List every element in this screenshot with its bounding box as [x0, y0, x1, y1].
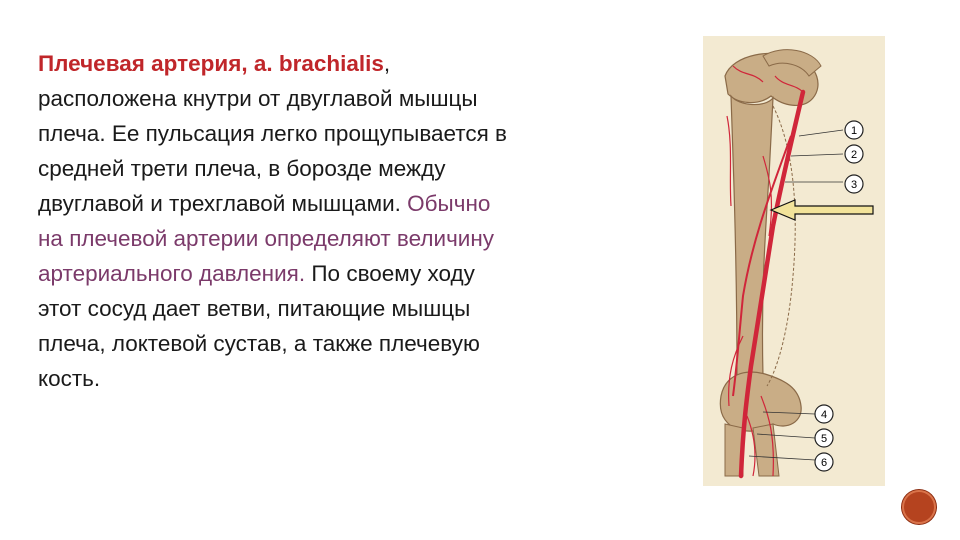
text-accent: Обычно — [407, 191, 491, 216]
callout-4 — [815, 405, 833, 423]
text-line-9: плеча, локтевой сустав, а также плечевую — [38, 331, 480, 356]
callout-4-label: 4 — [820, 409, 828, 421]
text-normal: двуглавой и трехглавой мышцами. — [38, 191, 408, 216]
distal-humerus — [720, 372, 801, 431]
callout-3 — [845, 175, 863, 193]
callout-5 — [815, 429, 833, 447]
text-line-8: этот сосуд дает ветви, питающие мышцы — [38, 296, 471, 321]
slide-title: Плечевая артерия, a. brachialis — [38, 51, 384, 76]
brachial-artery-illustration — [703, 36, 885, 486]
title-comma: , — [383, 51, 391, 76]
text-line-1 — [38, 46, 678, 81]
callout-2 — [845, 145, 863, 163]
text-line-10: кость. — [38, 366, 101, 391]
callout-2-label: 2 — [850, 149, 858, 161]
pointer-arrow — [771, 200, 873, 220]
callout-5-label: 5 — [820, 433, 828, 445]
anatomy-figure — [703, 36, 885, 486]
text-line-4: средней трети плеча, в борозде между — [38, 156, 446, 181]
text-line-2: расположена кнутри от двуглавой мышцы — [38, 86, 478, 111]
text-normal: По своему ходу — [305, 261, 475, 286]
text-line-5 — [38, 186, 678, 221]
radius — [753, 424, 779, 476]
callout-1-label: 1 — [850, 125, 858, 137]
callout-3-label: 3 — [850, 179, 858, 191]
callout-6-label: 6 — [820, 457, 828, 469]
text-accent: артериального давления. — [38, 261, 306, 286]
page-number-badge — [902, 490, 936, 524]
humerus-shaft — [731, 96, 773, 376]
text-line-3: плеча. Ее пульсация легко прощупывается в — [38, 121, 507, 146]
text-line-6: на плечевой артерии определяют величину — [38, 226, 495, 251]
callout-6 — [815, 453, 833, 471]
slide-text — [38, 46, 678, 396]
callout-1 — [845, 121, 863, 139]
text-line-7 — [38, 256, 678, 291]
